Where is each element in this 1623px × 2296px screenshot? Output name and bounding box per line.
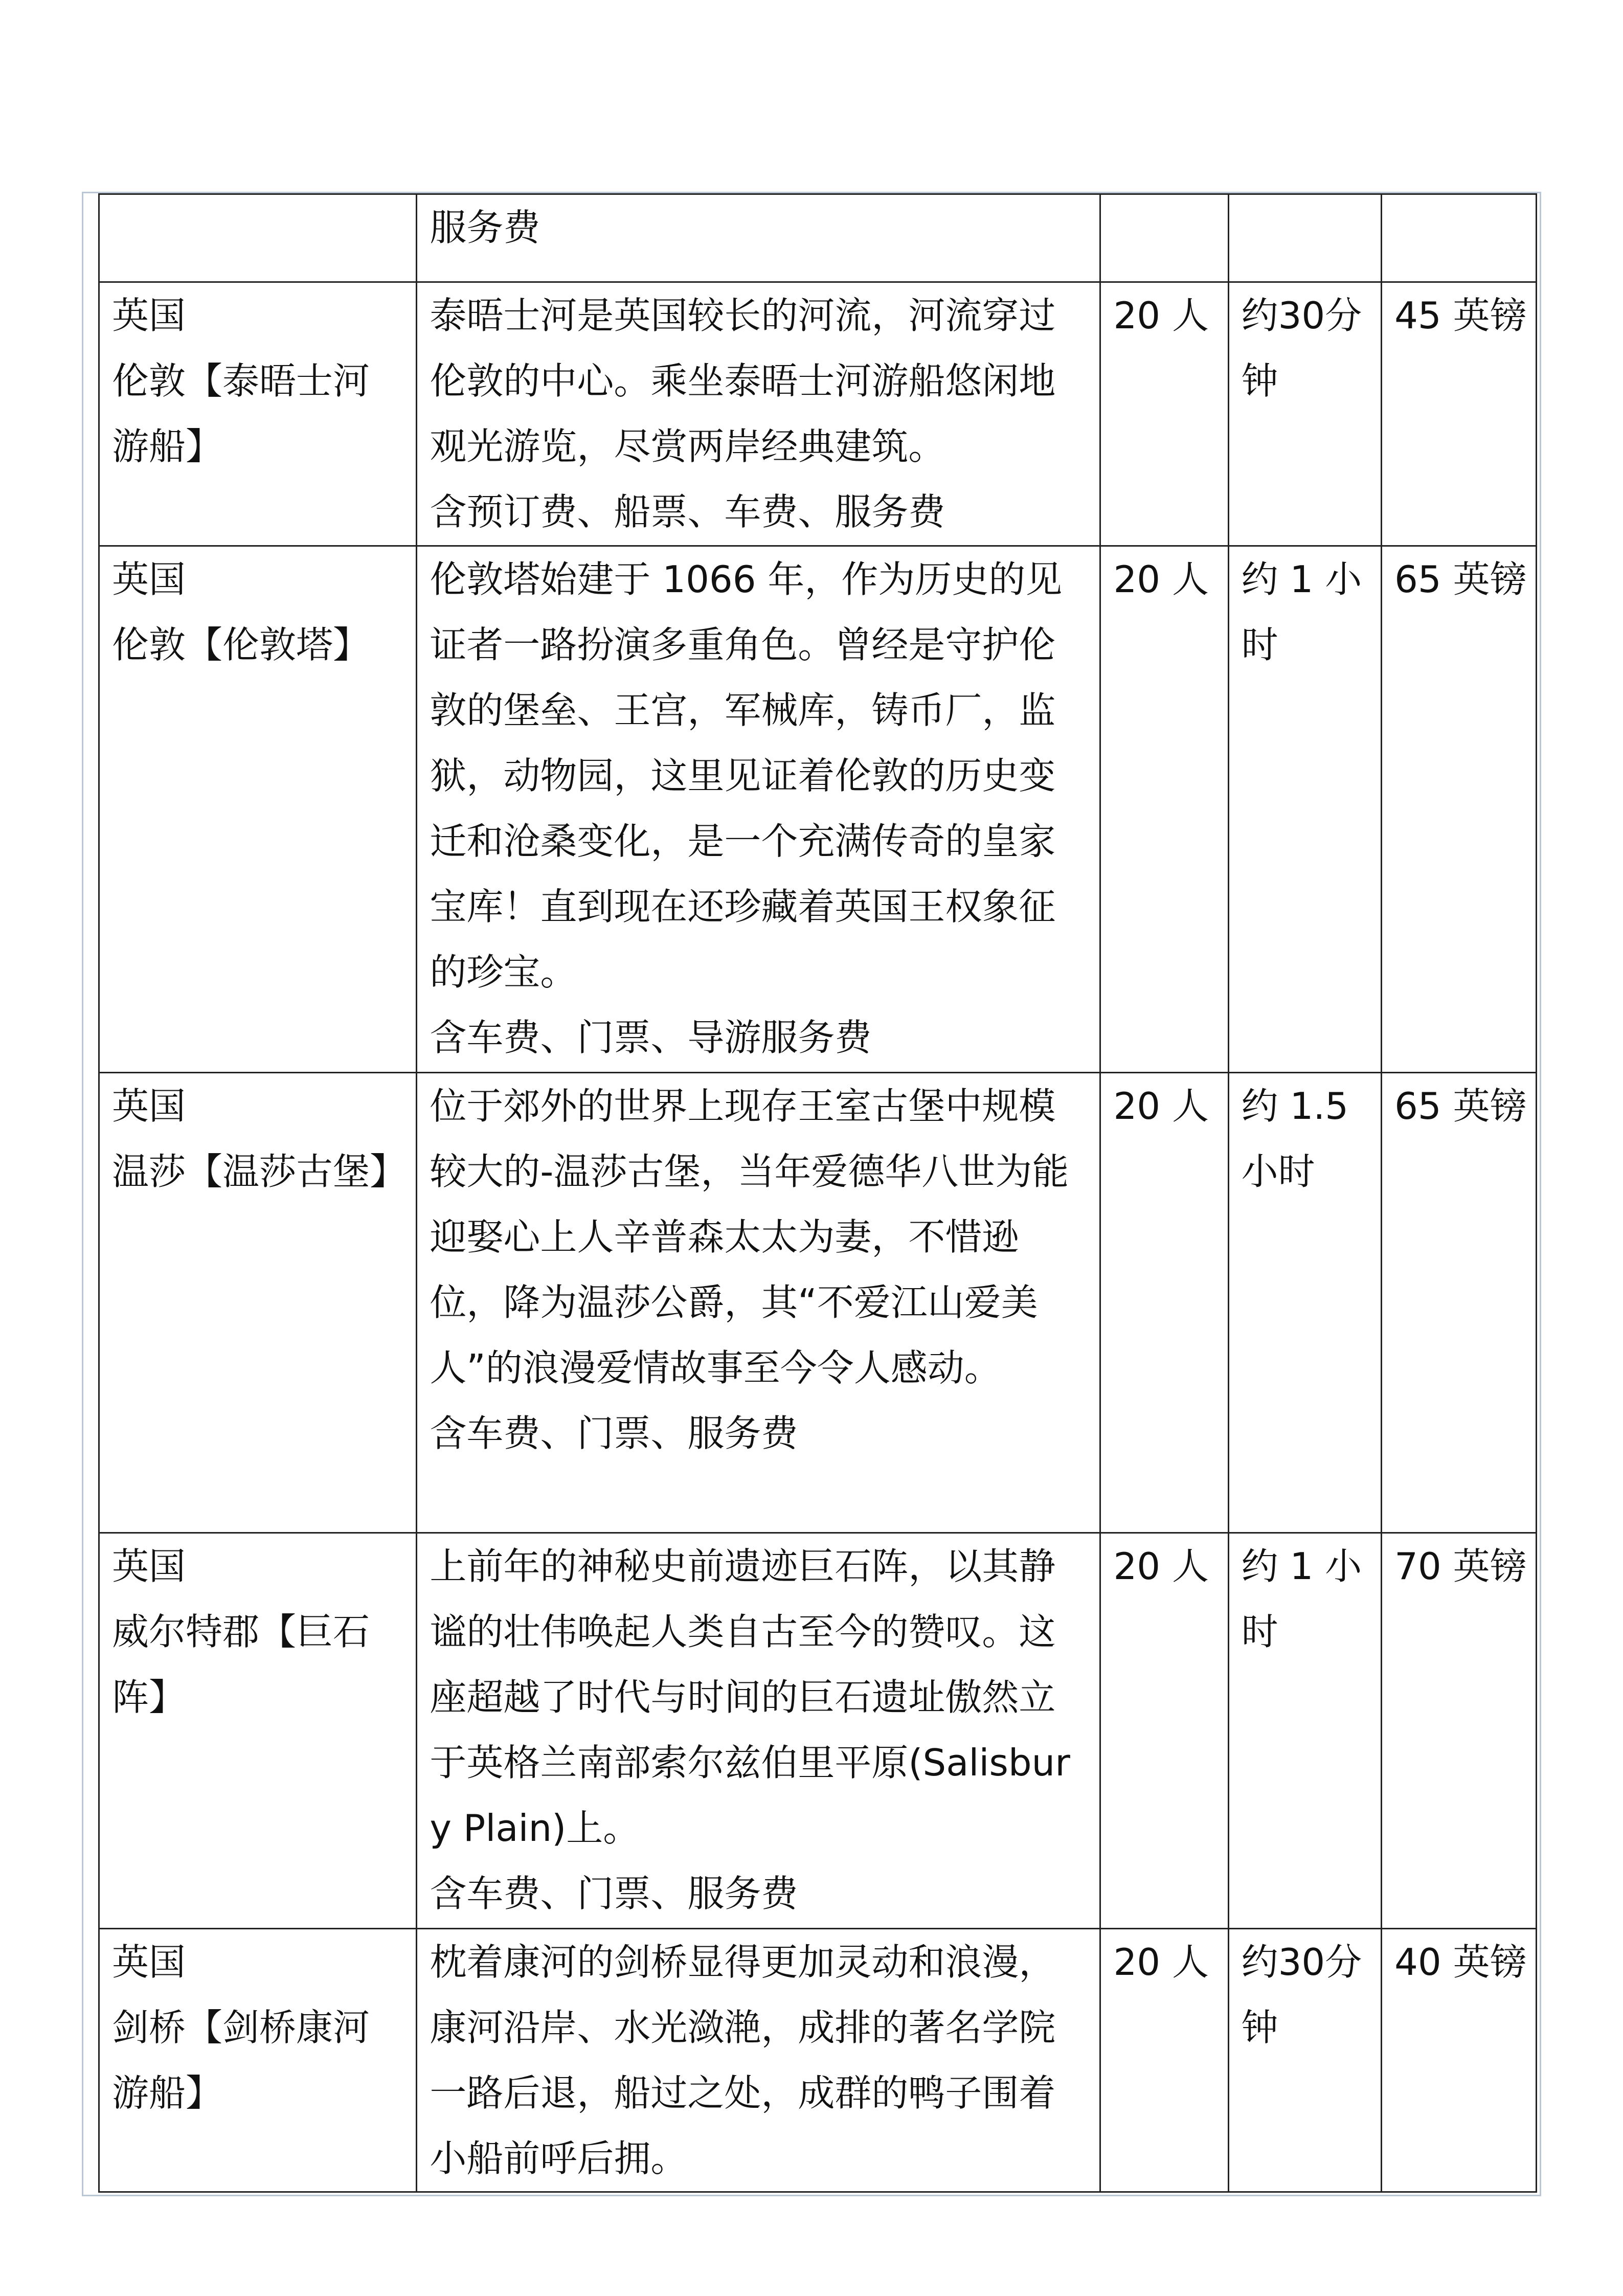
people-cell: 20 人	[1100, 546, 1228, 1073]
description-cell	[417, 282, 1100, 546]
place-cell	[99, 194, 417, 282]
place-cell	[99, 1533, 417, 1929]
price-cell: 40 英镑	[1382, 1929, 1537, 2192]
table-row	[99, 282, 1537, 546]
place-country: 英国	[112, 294, 186, 337]
price-cell: 70 英镑	[1382, 1533, 1537, 1929]
place-country: 英国	[112, 1941, 186, 1984]
place-name: 伦敦【伦敦塔】	[112, 623, 370, 666]
duration-cell: 约 1 小时	[1228, 546, 1381, 1073]
people-cell: 20 人	[1100, 1533, 1228, 1929]
place-country: 英国	[112, 1085, 186, 1128]
place-name: 威尔特郡【巨石阵】	[112, 1610, 370, 1719]
description-cell	[417, 194, 1100, 282]
people-cell	[1100, 194, 1228, 282]
duration-cell: 约 1.5 小时	[1228, 1073, 1381, 1533]
place-cell	[99, 282, 417, 546]
duration-cell: 约30分钟	[1228, 282, 1381, 546]
place-country: 英国	[112, 558, 186, 601]
people-cell: 20 人	[1100, 1073, 1228, 1533]
includes-text: 含车费、门票、服务费	[430, 1872, 798, 1915]
price-cell: 45 英镑	[1382, 282, 1537, 546]
includes-text: 含车费、门票、导游服务费	[430, 1016, 872, 1059]
description-text: 伦敦塔始建于 1066 年，作为历史的见证者一路扮演多重角色。曾经是守护伦敦的堡垒、王宫，军械库，铸币厂，监狱，动物园，这里见证着伦敦的历史变迁和沧桑变化，是一个充满传奇的皇家宝库！直到现在还珍藏着英国王权象征的珍宝。	[430, 558, 1063, 994]
place-country: 英国	[112, 1545, 186, 1588]
people-cell: 20 人	[1100, 282, 1228, 546]
place-cell	[99, 1929, 417, 2192]
duration-cell: 约30分钟	[1228, 1929, 1381, 2192]
description-text: 泰晤士河是英国较长的河流，河流穿过伦敦的中心。乘坐泰晤士河游船悠闲地观光游览，尽赏两岸经典建筑。	[430, 294, 1056, 468]
table-row	[99, 1073, 1537, 1533]
includes-text: 含车费、门票、服务费	[430, 1412, 798, 1455]
duration-cell: 约 1 小时	[1228, 1533, 1381, 1929]
table-row	[99, 194, 1537, 282]
table-row	[99, 546, 1537, 1073]
description-cell	[417, 1533, 1100, 1929]
description-text: 服务费	[430, 206, 540, 249]
description-text: 上前年的神秘史前遗迹巨石阵，以其静谧的壮伟唤起人类自古至今的赞叹。这座超越了时代与时间的巨石遗址傲然立于英格兰南部索尔兹伯里平原(Salisbury Plain)上。	[430, 1545, 1070, 1850]
description-text: 枕着康河的剑桥显得更加灵动和浪漫，康河沿岸、水光潋滟，成排的著名学院一路后退，船过之处，成群的鸭子围着小船前呼后拥。	[430, 1941, 1056, 2180]
place-cell	[99, 1073, 417, 1533]
description-text: 位于郊外的世界上现存王室古堡中规模较大的-温莎古堡，当年爱德华八世为能迎娶心上人辛普森太太为妻，不惜逊位，降为温莎公爵，其“不爱江山爱美人”的浪漫爱情故事至今令人感动。	[430, 1085, 1069, 1389]
description-cell	[417, 546, 1100, 1073]
place-cell	[99, 546, 417, 1073]
duration-cell	[1228, 194, 1381, 282]
price-cell: 65 英镑	[1382, 546, 1537, 1073]
place-name: 伦敦【泰晤士河游船】	[112, 359, 370, 468]
description-cell	[417, 1073, 1100, 1533]
table-row	[99, 1533, 1537, 1929]
price-cell: 65 英镑	[1382, 1073, 1537, 1533]
itinerary-table	[98, 193, 1537, 2193]
place-name: 剑桥【剑桥康河游船】	[112, 2006, 370, 2114]
table-row	[99, 1929, 1537, 2192]
description-cell	[417, 1929, 1100, 2192]
includes-text: 含预订费、船票、车费、服务费	[430, 490, 945, 533]
price-cell	[1382, 194, 1537, 282]
place-name: 温莎【温莎古堡】	[112, 1150, 407, 1193]
people-cell: 20 人	[1100, 1929, 1228, 2192]
